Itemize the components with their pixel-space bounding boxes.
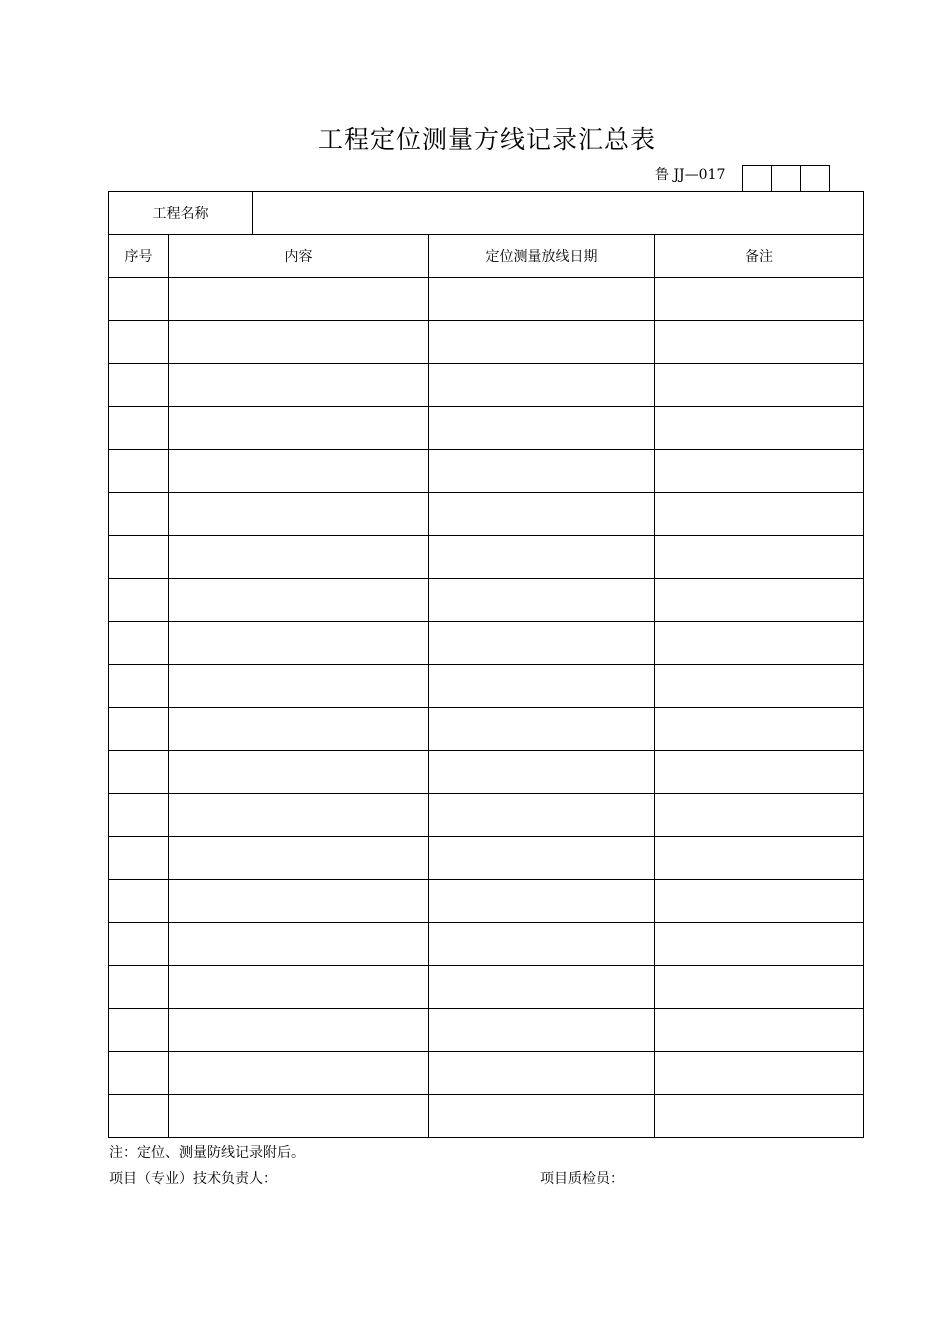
table-row [109, 493, 864, 536]
inspector-signature-label: 项目质检员： [540, 1171, 624, 1187]
remarks-cell[interactable] [655, 364, 864, 407]
serial-cell[interactable] [109, 536, 169, 579]
content-cell[interactable] [169, 751, 429, 794]
remarks-cell[interactable] [655, 665, 864, 708]
remarks-cell[interactable] [655, 493, 864, 536]
serial-cell[interactable] [109, 450, 169, 493]
serial-cell[interactable] [109, 880, 169, 923]
table-row [109, 708, 864, 751]
content-cell[interactable] [169, 923, 429, 966]
serial-cell[interactable] [109, 794, 169, 837]
header-row [109, 235, 864, 278]
remarks-cell[interactable] [655, 450, 864, 493]
content-cell[interactable] [169, 794, 429, 837]
content-cell[interactable] [169, 579, 429, 622]
date-cell[interactable] [429, 966, 655, 1009]
date-cell[interactable] [429, 450, 655, 493]
project-name-row [109, 192, 864, 235]
serial-cell[interactable] [109, 665, 169, 708]
remarks-cell[interactable] [655, 1009, 864, 1052]
content-cell[interactable] [169, 1009, 429, 1052]
serial-cell[interactable] [109, 579, 169, 622]
remarks-cell[interactable] [655, 708, 864, 751]
remarks-cell[interactable] [655, 794, 864, 837]
table-row [109, 321, 864, 364]
header-serial: 序号 [109, 235, 169, 278]
content-cell[interactable] [169, 1052, 429, 1095]
table-row [109, 1052, 864, 1095]
date-cell[interactable] [429, 923, 655, 966]
content-cell[interactable] [169, 493, 429, 536]
remarks-cell[interactable] [655, 880, 864, 923]
table-row [109, 278, 864, 321]
serial-cell[interactable] [109, 364, 169, 407]
serial-cell[interactable] [109, 966, 169, 1009]
date-cell[interactable] [429, 751, 655, 794]
serial-cell[interactable] [109, 751, 169, 794]
header-date: 定位测量放线日期 [429, 235, 655, 278]
content-cell[interactable] [169, 364, 429, 407]
date-cell[interactable] [429, 622, 655, 665]
table-row [109, 751, 864, 794]
date-cell[interactable] [429, 1052, 655, 1095]
remarks-cell[interactable] [655, 622, 864, 665]
serial-cell[interactable] [109, 708, 169, 751]
table-row [109, 536, 864, 579]
remarks-cell[interactable] [655, 751, 864, 794]
remarks-cell[interactable] [655, 837, 864, 880]
remarks-cell[interactable] [655, 966, 864, 1009]
serial-cell[interactable] [109, 407, 169, 450]
remarks-cell[interactable] [655, 1095, 864, 1138]
code-box[interactable] [743, 166, 772, 192]
serial-cell[interactable] [109, 923, 169, 966]
remarks-cell[interactable] [655, 536, 864, 579]
table-row [109, 450, 864, 493]
content-cell[interactable] [169, 407, 429, 450]
table-row [109, 794, 864, 837]
remarks-cell[interactable] [655, 321, 864, 364]
table-row [109, 837, 864, 880]
date-cell[interactable] [429, 579, 655, 622]
record-table [108, 191, 864, 1138]
date-cell[interactable] [429, 493, 655, 536]
remarks-cell[interactable] [655, 579, 864, 622]
date-cell[interactable] [429, 407, 655, 450]
remarks-cell[interactable] [655, 1052, 864, 1095]
content-cell[interactable] [169, 622, 429, 665]
table-row [109, 923, 864, 966]
date-cell[interactable] [429, 536, 655, 579]
serial-cell[interactable] [109, 622, 169, 665]
project-name-value[interactable] [253, 192, 864, 235]
serial-cell[interactable] [109, 1095, 169, 1138]
content-cell[interactable] [169, 966, 429, 1009]
content-cell[interactable] [169, 880, 429, 923]
code-box[interactable] [772, 166, 801, 192]
serial-cell[interactable] [109, 278, 169, 321]
remarks-cell[interactable] [655, 407, 864, 450]
content-cell[interactable] [169, 536, 429, 579]
serial-cell[interactable] [109, 837, 169, 880]
date-cell[interactable] [429, 1095, 655, 1138]
table-row [109, 579, 864, 622]
project-name-label: 工程名称 [109, 192, 253, 235]
date-cell[interactable] [429, 1009, 655, 1052]
tech-lead-signature-label: 项目（专业）技术负责人： [109, 1171, 277, 1187]
page-title: 工程定位测量方线记录汇总表 [317, 125, 656, 154]
content-cell[interactable] [169, 450, 429, 493]
date-cell[interactable] [429, 665, 655, 708]
table-row [109, 966, 864, 1009]
remarks-cell[interactable] [655, 923, 864, 966]
date-cell[interactable] [429, 880, 655, 923]
header-content: 内容 [169, 235, 429, 278]
table-row [109, 1095, 864, 1138]
content-cell[interactable] [169, 1095, 429, 1138]
footnote: 注：定位、测量防线记录附后。 [109, 1145, 305, 1161]
table-row [109, 407, 864, 450]
date-cell[interactable] [429, 321, 655, 364]
form-code-boxes [742, 165, 830, 191]
content-cell[interactable] [169, 278, 429, 321]
form-code: 鲁 JJ—017 [655, 167, 726, 183]
serial-cell[interactable] [109, 321, 169, 364]
remarks-cell[interactable] [655, 278, 864, 321]
table-row [109, 1009, 864, 1052]
serial-cell[interactable] [109, 1052, 169, 1095]
content-cell[interactable] [169, 837, 429, 880]
code-box[interactable] [801, 166, 829, 192]
table-row [109, 622, 864, 665]
serial-cell[interactable] [109, 1009, 169, 1052]
content-cell[interactable] [169, 708, 429, 751]
table-row [109, 364, 864, 407]
header-remarks: 备注 [655, 235, 864, 278]
date-cell[interactable] [429, 708, 655, 751]
content-cell[interactable] [169, 321, 429, 364]
date-cell[interactable] [429, 364, 655, 407]
serial-cell[interactable] [109, 493, 169, 536]
date-cell[interactable] [429, 837, 655, 880]
table-row [109, 880, 864, 923]
content-cell[interactable] [169, 665, 429, 708]
date-cell[interactable] [429, 794, 655, 837]
table-row [109, 665, 864, 708]
date-cell[interactable] [429, 278, 655, 321]
